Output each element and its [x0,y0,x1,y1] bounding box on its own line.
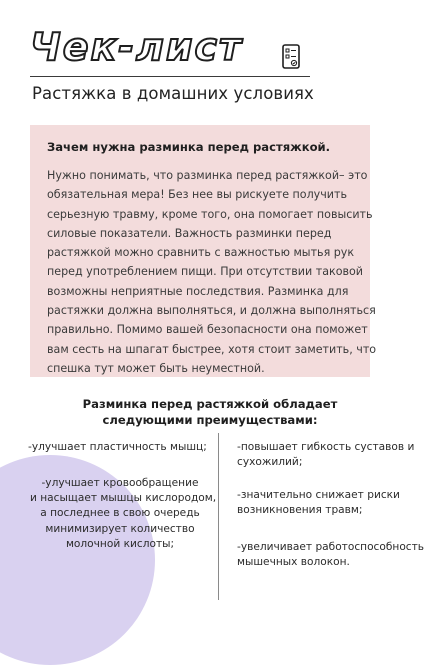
benefit-text: молочной кислоты; [65,537,175,550]
checklist-icon [282,44,300,69]
benefit-text: -значительно снижает риски [237,489,400,501]
intro-body-line: вам сесть на шпагат быстрее, хотя стоит заметить, что [47,342,377,356]
benefit-text: -повышает гибкость суставов и [237,441,415,453]
benefits-heading-line: следующими преимуществами: [102,413,318,427]
intro-body-line: растяжки должна выполняться, и должна выполняться [47,304,376,318]
benefit-text: -увеличивает работоспособность [237,541,424,553]
benefit-item-left-1 [28,440,207,455]
intro-heading: Зачем нужна разминка перед растяжкой. [47,140,331,154]
benefit-item-right-3 [237,540,424,570]
intro-body-line: спешка тут может быть неуместной. [47,361,265,375]
column-divider [218,433,219,600]
intro-body-line: обязательная мера! Без нее вы рискуете получить [47,188,348,202]
benefit-text: мышечных волокон. [237,556,350,569]
benefit-text: возникновения травм; [237,504,363,517]
intro-body-line: перед употреблением пищи. При отсутствии таковой [47,265,364,279]
title-underline [30,76,310,77]
benefit-text: -улучшает кровообращение [41,477,199,489]
intro-body-line: растяжкой можно сравнить с важностью мытья рук [47,246,355,260]
benefits-heading [70,396,350,428]
benefit-text: минимизирует количество [45,522,195,535]
intro-body [47,166,377,378]
page-subtitle: Растяжка в домашних условиях [32,84,314,103]
benefit-text: и насыщает мышцы кислородом, [30,492,217,505]
page-title: Чек-лист [30,25,244,69]
intro-body-line: серьезную травму, кроме того, она помогает повысить [47,207,373,221]
benefit-item-right-2 [237,488,400,518]
benefits-heading-line: Разминка перед растяжкой обладает [82,397,338,411]
intro-body-line: правильно. Помимо вашей безопасности она поможет [47,323,368,337]
benefit-item-left-2 [30,476,217,552]
benefit-text: -улучшает пластичность мышц; [28,441,207,453]
intro-body-line: Нужно понимать, что разминка перед растяжкой– это [47,169,368,182]
benefit-item-right-1 [237,440,414,470]
intro-body-line: возможны неприятные последствия. Разминка для [47,284,349,298]
intro-body-line: силовые показатели. Важность разминки перед [47,226,332,240]
benefit-text: а последнее в свою очередь [40,507,200,520]
benefit-text: сухожилий; [237,456,303,469]
